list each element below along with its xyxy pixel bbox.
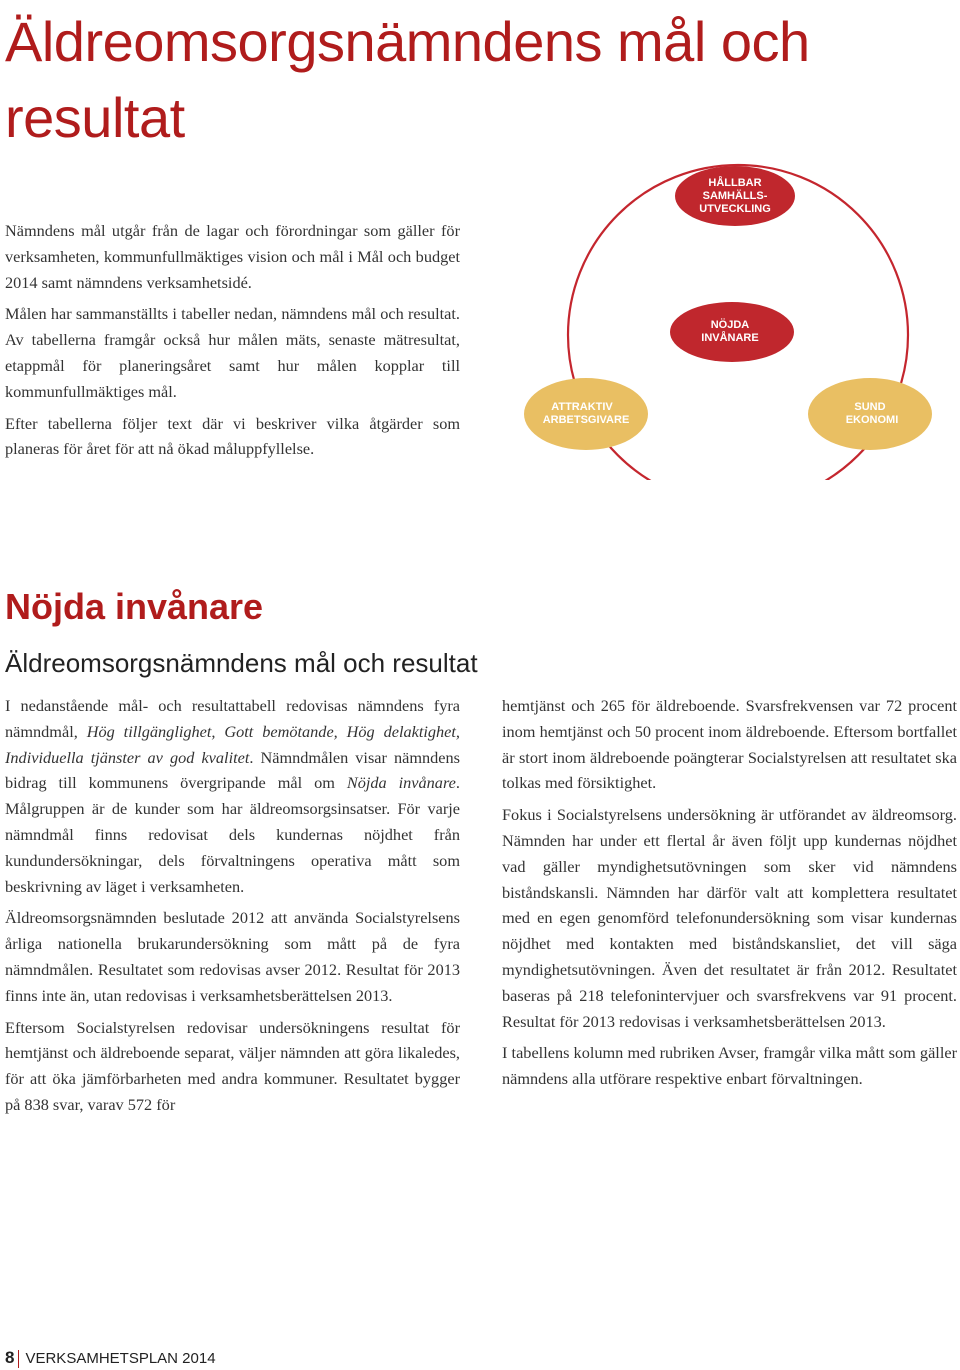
footer-doc-title: VERKSAMHETSPLAN 2014 bbox=[25, 1350, 216, 1367]
page-title-line2: resultat bbox=[5, 86, 185, 149]
right-paragraph-3: I tabellens kolumn med rubriken Avser, framgår vilka mått som gäller nämndens alla utförare respektive enbart förvaltningen. bbox=[502, 1043, 957, 1089]
left-paragraph-3: Eftersom Socialstyrelsen redovisar undersökningens resultat för hemtjänst och äldreboende separat, väljer nämnden att göra likaledes, för att öka jämförbarheten med andra kommuner. Resultatet bygger på 838 svar, varav 572 för bbox=[5, 1017, 460, 1114]
left-p1-part-c: . Målgruppen är de kunder som har äldreomsorgsinsatser. För varje nämndmål finns redovisat dels kundernas nöjdhet från kundundersökningar, dels förvaltningens operativa mått som beskrivning av läget i verksamheten. bbox=[5, 773, 460, 896]
node-top-line2: SAMHÄLLS- bbox=[702, 190, 768, 202]
left-p1-goals-list: Hög tillgänglighet, Gott bemötande, Hög delaktighet, Individuella tjänster av god kvalitet bbox=[5, 721, 461, 767]
page-footer bbox=[5, 1348, 216, 1368]
node-sustainable-development bbox=[675, 166, 795, 226]
left-p1-part-a: I nedanstående mål- och resultattabell redovisas nämndens fyra nämndmål, bbox=[5, 696, 460, 741]
left-paragraph-2: Äldreomsorgsnämnden beslutade 2012 att använda Socialstyrelsens årliga nationella brukarundersökning som mått på de fyra nämndmålen. Resultatet som redovisas avser 2012. Resultat för 2013 finns inte än, utan redovisas i verksamhetsberättelsen 2013. bbox=[5, 908, 460, 1005]
node-center-line1: NÖJDA bbox=[710, 319, 750, 331]
node-attractive-employer bbox=[524, 378, 648, 450]
node-satisfied-citizens bbox=[670, 302, 794, 362]
node-right-line1: SUND bbox=[854, 401, 886, 413]
left-paragraph-1 bbox=[5, 693, 460, 899]
text-column-left bbox=[5, 693, 460, 1124]
node-right-line2: EKONOMI bbox=[845, 414, 899, 426]
left-p1-goal-name: Nöjda invånare bbox=[346, 773, 456, 793]
text-column-right bbox=[502, 693, 957, 1098]
right-paragraph-2: Fokus i Socialstyrelsens undersökning är utförandet av äldreomsorg. Nämnden har under ett flertal år även följt upp kundernas nöjdhet vad gäller myndighetsutövningen som sker vid nämndens biståndskansli. Nämnden har därför valt att komplettera resultatet med en egen genomförd telefonundersökning som visar kundernas nöjdhet med kontakten med biståndskansliet, det vill säga myndighetsutövningen. Även det resultatet är från 2012. Resultatet baseras på 218 telefonintervjuer och svarsfrekvens var 91 procent. Resultat för 2013 redovisas i verksamhetsberättelsen 2013. bbox=[502, 805, 957, 1031]
footer-separator bbox=[18, 1350, 19, 1368]
intro-paragraph-3: Efter tabellerna följer text där vi beskriver vilka åtgärder som planeras för året för att nå ökad måluppfyllelse. bbox=[5, 413, 460, 459]
node-top-line1: HÅLLBAR bbox=[708, 177, 762, 189]
page-number: 8 bbox=[5, 1348, 15, 1367]
right-paragraph-1: hemtjänst och 265 för äldreboende. Svarsfrekvensen var 72 procent inom hemtjänst och 50 procent inom äldreboende. Eftersom bortfallet är stort inom äldreboende poängterar Socialstyrelsen att resultatet ska tolkas med försiktighet. bbox=[502, 696, 957, 793]
page-title-line1: Äldreomsorgsnämndens mål och bbox=[5, 10, 810, 73]
goals-diagram bbox=[520, 160, 960, 480]
node-center-line2: INVÅNARE bbox=[701, 332, 759, 344]
node-sound-economy bbox=[808, 378, 932, 450]
intro-paragraph-1: Nämndens mål utgår från de lagar och förordningar som gäller för verksamheten, kommunfullmäktiges vision och mål i Mål och budget 2014 samt nämndens verksamhetsidé. bbox=[5, 221, 460, 292]
node-top-line3: UTVECKLING bbox=[699, 203, 771, 215]
intro-paragraph-2: Målen har sammanställts i tabeller nedan, nämndens mål och resultat. Av tabellerna framgår också hur målen mäts, senaste mätresultat, etappmål för planeringsåret samt hur målen kopplar till kommunfullmäktiges mål. bbox=[5, 304, 460, 401]
page-title bbox=[5, 4, 905, 156]
intro-text bbox=[5, 218, 460, 468]
left-p1-part-b: . Nämndmålen visar nämndens bidrag till kommunens övergripande mål om bbox=[5, 747, 461, 793]
section-heading: Nöjda invånare bbox=[5, 586, 264, 627]
node-left-line2: ARBETSGIVARE bbox=[542, 414, 630, 426]
node-left-line1: ATTRAKTIV bbox=[551, 401, 613, 413]
section-subheading: Äldreomsorgsnämndens mål och resultat bbox=[5, 648, 478, 678]
